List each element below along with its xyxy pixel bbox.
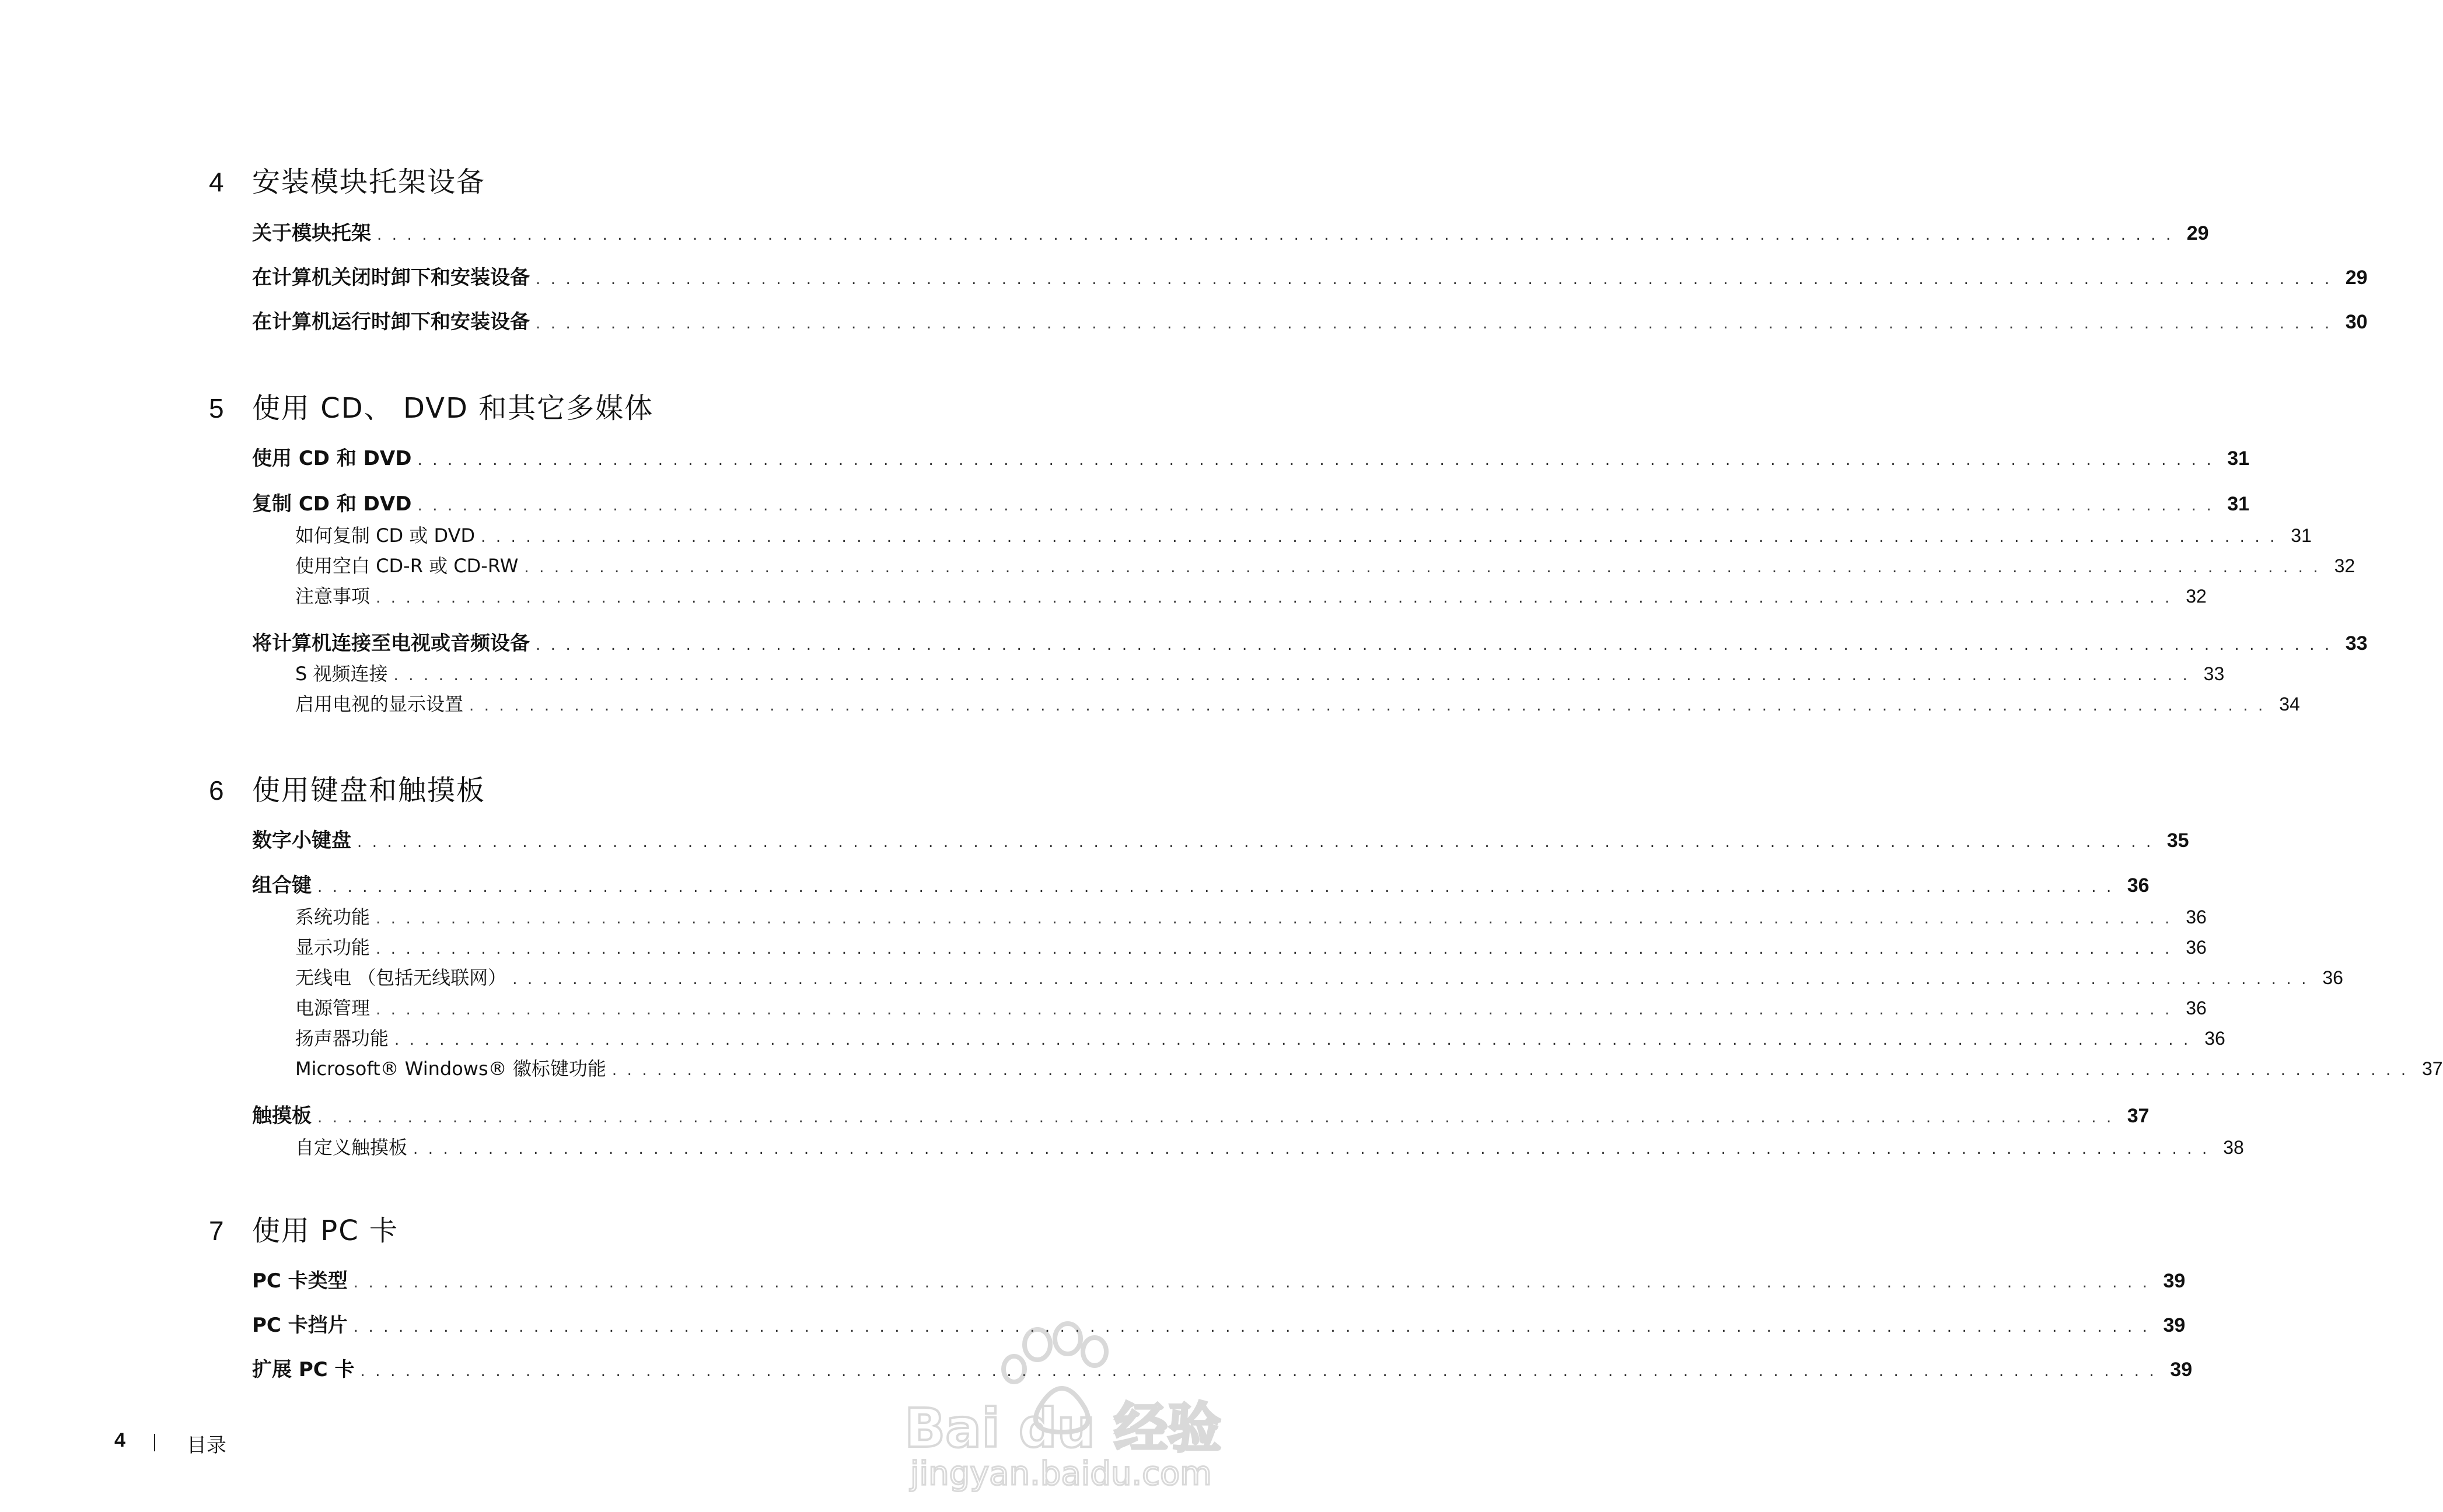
footer-separator: [154, 1434, 155, 1451]
page-footer: [0, 1429, 1260, 1464]
footer-section-label: 目录: [187, 1434, 226, 1457]
chapter-title: 安装模块托架设备: [252, 166, 486, 198]
dot-leader: ........................................................................................................................: [376, 1001, 2180, 1019]
dot-leader: ........................................................................................................................: [417, 497, 2222, 514]
toc-entry[interactable]: [252, 1265, 2186, 1293]
toc-entry[interactable]: [295, 1024, 2225, 1049]
toc-entry[interactable]: [252, 217, 2209, 245]
dot-leader: ........................................................................................................................: [611, 1062, 2416, 1079]
toc-entry-label: 扬声器功能: [295, 1027, 389, 1049]
toc-entry-page: 36: [2127, 874, 2150, 897]
toc-entry[interactable]: [252, 442, 2250, 470]
toc-entry[interactable]: [295, 902, 2207, 928]
toc-entry-page: 36: [2322, 967, 2343, 988]
dot-leader: ........................................................................................................................: [512, 971, 2316, 988]
toc-entry[interactable]: [295, 1054, 2443, 1080]
toc-entry[interactable]: [295, 551, 2355, 577]
toc-entry-page: 29: [2186, 222, 2209, 244]
toc-entry-label: 数字小键盘: [252, 829, 351, 852]
chapter-title: 使用 PC 卡: [252, 1214, 399, 1247]
chapter-number: 5: [209, 393, 224, 424]
footer-page-number: 4: [114, 1429, 125, 1451]
toc-entry-page: 30: [2345, 311, 2368, 333]
dot-leader: ........................................................................................................................: [469, 697, 2273, 715]
toc-entry-page: 39: [2163, 1270, 2186, 1292]
dot-leader: ........................................................................................................................: [357, 834, 2161, 851]
chapter-number: 6: [209, 775, 224, 806]
toc-entry-label: 组合键: [252, 874, 312, 897]
toc-entry[interactable]: [252, 488, 2250, 516]
toc-entry[interactable]: [252, 1309, 2186, 1337]
toc-entry-page: 33: [2203, 663, 2225, 684]
toc-entry[interactable]: [252, 1353, 2193, 1381]
toc-entry-label: 在计算机运行时卸下和安装设备: [252, 310, 530, 334]
dot-leader: ........................................................................................................................: [417, 452, 2222, 469]
toc-entry-page: 39: [2170, 1359, 2193, 1381]
toc-entry-label: 将计算机连接至电视或音频设备: [252, 632, 530, 655]
toc-entry[interactable]: [295, 993, 2207, 1019]
baidu-jingyan-watermark: [893, 1321, 1222, 1493]
chapter-number: 7: [209, 1216, 224, 1246]
toc-entry-label: 复制 CD 和 DVD: [252, 492, 412, 516]
toc-entry-label: 系统功能: [295, 906, 371, 928]
toc-entry-label: 扩展 PC 卡: [252, 1358, 355, 1381]
toc-entry-page: 36: [2204, 1028, 2225, 1049]
toc-entry-page: 39: [2163, 1314, 2186, 1336]
toc-entry-label: 注意事项: [295, 585, 371, 607]
toc-entry-page: 37: [2127, 1105, 2150, 1127]
toc-entry-page: 36: [2186, 998, 2207, 1019]
dot-leader: ........................................................................................................................: [536, 271, 2340, 288]
dot-leader: ........................................................................................................................: [317, 878, 2122, 896]
toc-entry-label: S 视频连接: [295, 663, 388, 685]
toc-entry-label: 电源管理: [295, 997, 371, 1019]
toc-entry-page: 35: [2166, 830, 2189, 852]
toc-entry-label: 自定义触摸板: [295, 1136, 408, 1158]
toc-entry-label: PC 卡挡片: [252, 1314, 348, 1337]
toc-entry-page: 37: [2422, 1058, 2443, 1079]
toc-entry[interactable]: [295, 521, 2312, 547]
toc-entry[interactable]: [295, 963, 2343, 989]
toc-entry-page: 31: [2227, 493, 2250, 515]
toc-entry[interactable]: [252, 627, 2368, 655]
toc-entry[interactable]: [295, 582, 2207, 607]
watermark-brand-text: Bai du 经验: [904, 1397, 1222, 1460]
toc-entry-label: 在计算机关闭时卸下和安装设备: [252, 266, 530, 289]
toc-entry-label: 使用空白 CD-R 或 CD-RW: [295, 555, 519, 577]
toc-entry[interactable]: [295, 659, 2225, 685]
chapter-title: 使用 CD、 DVD 和其它多媒体: [252, 392, 654, 425]
toc-entry[interactable]: [295, 1133, 2244, 1158]
dot-leader: ........................................................................................................................: [317, 1109, 2122, 1126]
toc-entry-page: 38: [2223, 1137, 2244, 1158]
dot-leader: ........................................................................................................................: [353, 1274, 2158, 1292]
dot-leader: ........................................................................................................................: [394, 1031, 2199, 1049]
toc-entry-label: PC 卡类型: [252, 1269, 348, 1293]
toc-entry-page: 33: [2345, 632, 2368, 654]
dot-leader: ........................................................................................................................: [376, 589, 2180, 607]
toc-entry-label: 使用 CD 和 DVD: [252, 447, 412, 470]
toc-entry-label: 无线电 （包括无线联网）: [295, 967, 507, 989]
toc-entry-page: 29: [2345, 267, 2368, 289]
chapter-number: 4: [209, 167, 224, 197]
toc-entry[interactable]: [252, 824, 2189, 852]
dot-leader: ........................................................................................................................: [481, 528, 2285, 546]
dot-leader: ........................................................................................................................: [413, 1140, 2217, 1158]
toc-entry[interactable]: [252, 869, 2150, 897]
dot-leader: ........................................................................................................................: [353, 1318, 2158, 1336]
toc-entry[interactable]: [252, 306, 2368, 334]
toc-entry[interactable]: [295, 933, 2207, 958]
dot-leader: ........................................................................................................................: [376, 940, 2180, 958]
toc-entry[interactable]: [252, 1100, 2150, 1128]
dot-leader: ........................................................................................................................: [377, 226, 2181, 244]
toc-entry-page: 36: [2186, 937, 2207, 958]
dot-leader: ........................................................................................................................: [536, 315, 2340, 332]
dot-leader: ........................................................................................................................: [376, 910, 2180, 928]
toc-entry-label: Microsoft® Windows® 徽标键功能: [295, 1058, 606, 1080]
toc-entry-page: 36: [2186, 907, 2207, 928]
toc-entry-page: 34: [2279, 694, 2300, 715]
toc-entry[interactable]: [252, 261, 2368, 289]
toc-entry-page: 31: [2227, 447, 2250, 470]
toc-entry-label: 关于模块托架: [252, 222, 371, 245]
toc-entry-label: 触摸板: [252, 1104, 312, 1128]
chapter-title: 使用键盘和触摸板: [252, 774, 486, 807]
toc-entry[interactable]: [295, 690, 2300, 715]
toc-entry-page: 31: [2291, 525, 2312, 546]
dot-leader: ........................................................................................................................: [360, 1363, 2165, 1380]
toc-entry-label: 启用电视的显示设置: [295, 693, 464, 715]
dot-leader: ........................................................................................................................: [536, 636, 2340, 654]
toc-entry-label: 如何复制 CD 或 DVD: [295, 524, 476, 547]
dot-leader: ........................................................................................................................: [524, 559, 2329, 576]
watermark-url-text: jingyan.baidu.com: [910, 1455, 1212, 1493]
toc-entry-page: 32: [2186, 586, 2207, 607]
dot-leader: ........................................................................................................................: [393, 667, 2198, 684]
toc-entry-page: 32: [2334, 555, 2355, 576]
toc-entry-label: 显示功能: [295, 936, 371, 958]
